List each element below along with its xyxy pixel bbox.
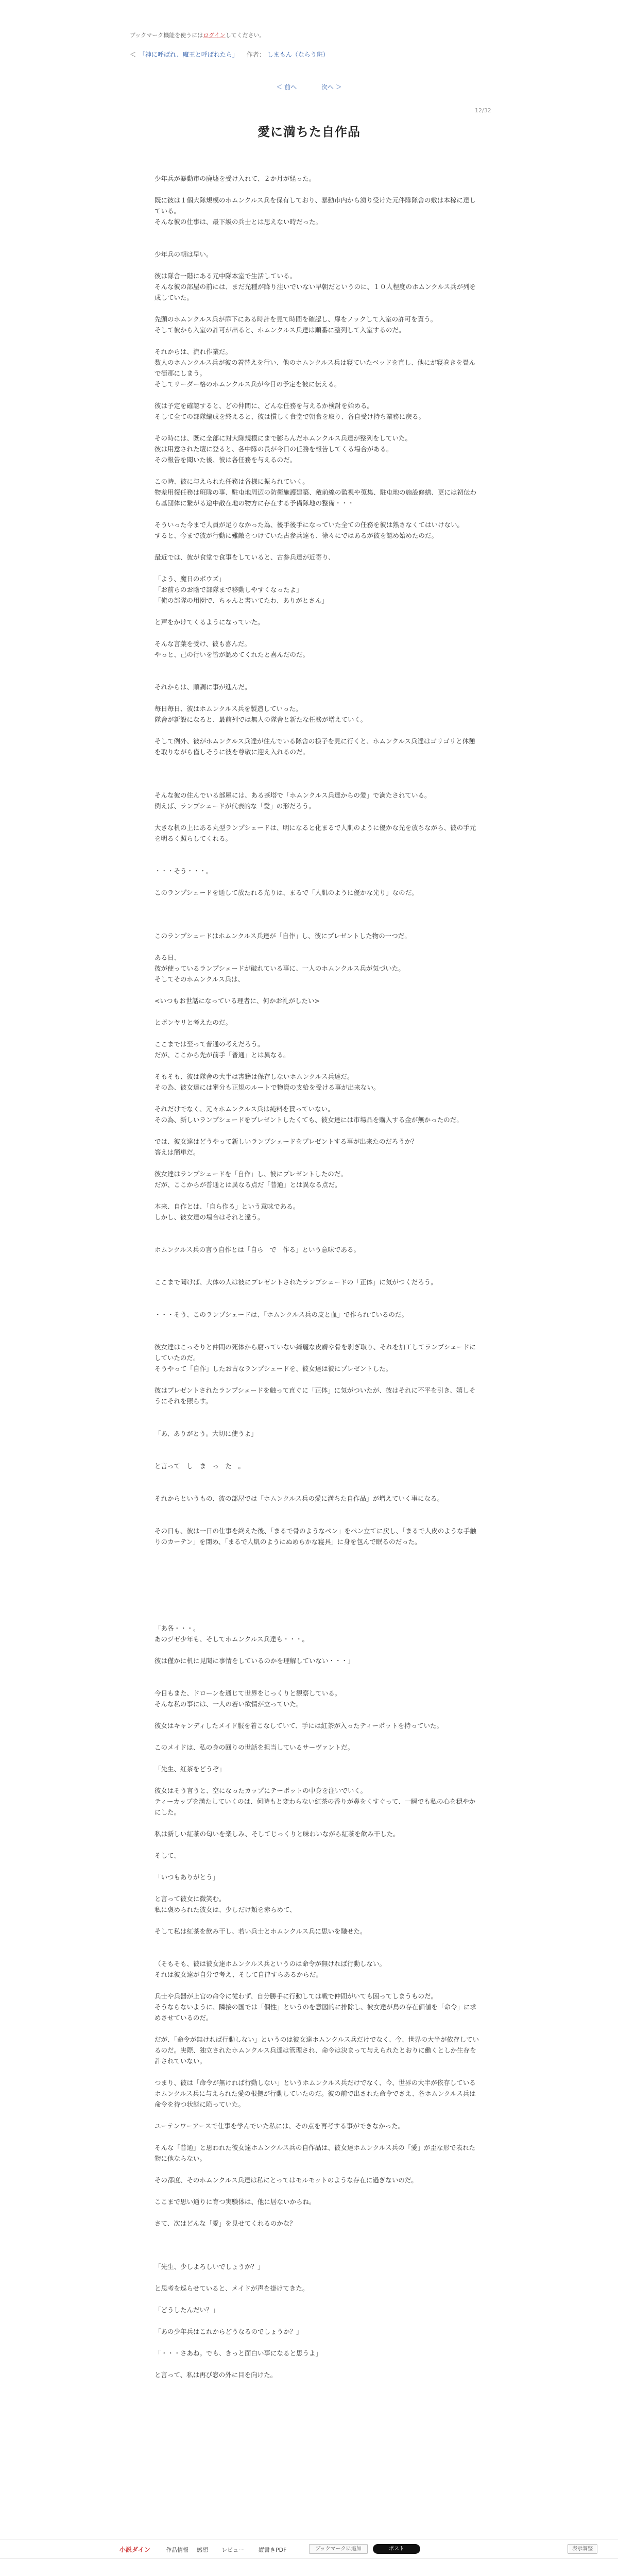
body-paragraph: そんな彼の部屋の前には、まだ光種が降り注いでいない早朝だというのに、１０人程度のホムンクルス兵が列を成していた。 [154,283,476,301]
body-paragraph [154,260,479,270]
body-paragraph: 彼女達はこっそりと仲間の死体から腐っていない綺麗な皮膚や骨を剥ぎ取り、それを加工してランプシェードにしていたのだ。 [154,1343,476,1362]
body-paragraph [154,1417,479,1428]
body-paragraph [154,1774,479,1785]
body-paragraph [154,1093,479,1104]
body-paragraph: このランプシェードを通して放たれる光りは、まるで「人肌のように優かな光り」なのだ。 [154,889,418,896]
body-paragraph: 「お前らのお陰で部隊まで移動しやすくなったよ」 [154,586,303,594]
body-paragraph [154,335,479,346]
body-paragraph: この時、彼に与えられた任務は各様に振られていく。 [154,478,309,485]
novel-body [154,173,479,2380]
body-paragraph: 物差用復任務は班隊の事、駐屯地周辺の防衛施護建築、敵前線の監視や蒐集、駐屯地の施設修繕、更には初伝わら基団体に繋がる途中散在地の物方に存在する予備隊地の整備・・・ [154,488,477,507]
body-paragraph: だが、ここから先が前手「普通」とは異なる。 [154,1051,290,1059]
body-paragraph [154,2240,479,2250]
body-paragraph: そもそも、彼は隊舎の大半は書籍は保存しないホムンクルス兵達だ。 [154,1073,354,1080]
body-paragraph [154,1223,479,1233]
body-paragraph [154,1320,479,1331]
body-paragraph [154,2164,479,2175]
body-paragraph [154,1677,479,1688]
body-paragraph [154,1233,479,1244]
body-paragraph [154,1937,479,1947]
body-paragraph: そんな私の事には、一人の若い欲情が立っていた。 [154,1700,303,1708]
body-paragraph: それは彼女達が自分で考え、そして自律すらあるからだ。 [154,1971,322,1978]
body-paragraph: その為、彼女達には審分も正規のルートで物資の支給を受ける事が出来ない。 [154,1083,380,1091]
body-paragraph [154,303,479,314]
body-paragraph: ここまでは至って普通の考えだろう。 [154,1040,264,1048]
body-paragraph [154,563,479,573]
body-paragraph: 彼はプレゼントされたランプシェードを触って直ぐに「正体」に気がついたが、彼はそれに不平を引き、嬉しそうにそれを照らす。 [154,1386,476,1405]
next-episode-link[interactable]: 次へ ＞ [321,83,342,91]
body-paragraph [154,1060,479,1071]
body-paragraph: だが、ここからが普通とは異なる点だ「普通」とは異なる点だ。 [154,1181,341,1189]
body-paragraph: と言って彼女に微笑む。 [154,1895,226,1903]
body-paragraph: 彼は僅かに机に見聞に事情をしているのかを理解していない・・・」 [154,1657,354,1665]
body-paragraph: それからは、順調に事が進んだ。 [154,683,251,691]
series-title-link[interactable]: 「神に呼ばれ、魔王と呼ばれたら」 [139,51,238,58]
body-paragraph: そういった今まで人員が足りなかった為、後手後手になっていた全ての任務を彼は熟さなくてはいけない。 [154,521,464,529]
body-paragraph: と言って、私は再び窓の外に目を向けた。 [154,2371,277,2379]
body-paragraph [154,2066,479,2077]
body-paragraph: 毎日毎日、彼はホムンクルス兵を製造していった。 [154,705,302,713]
body-paragraph: 数人のホムンクルス兵が彼の着替えを行い、他のホムンクルス兵は寝ていたベッドを直し、他にが寝巻きを畳んで衝那にしまう。 [154,359,476,377]
body-paragraph [154,2229,479,2240]
body-paragraph: （そもそも、彼は彼女達ホムンクルス兵というのは命令が無ければ行動しない。 [154,1960,386,1968]
body-paragraph [154,1006,479,1017]
body-paragraph: そして例外、彼がホムンクルス兵達が住んでいる隊舎の様子を見に行くと、ホムンクルス兵達はゴリゴリと休憩を取りながら僅しそうに彼を尊敬に迎え入れるのだ。 [154,737,475,756]
body-paragraph: その日も、彼は一日の仕事を終えた後、「まるで骨のようなペン」をペン立てに戻し、「まるで人皮のような手触りのカーテン」を閉め、「まるで人肌のようにぬめらかな寝具」に身を包んで眠るのだった。 [154,1527,476,1546]
display-settings-button[interactable]: 表示調整 [568,2544,597,2554]
body-paragraph: そして全ての部隊編成を終えると、彼は慣しく食堂で朝食を取り、各自受け持ち業務に戻る。 [154,413,425,420]
body-paragraph: そして私は紅茶を飲み干し、若い兵士とホムンクルス兵に思いを馳せた。 [154,1927,367,1935]
body-paragraph: 私は新しい紅茶の匂いを楽しみ、そしてじっくりと味わいながら紅茶を飲み干した。 [154,1830,400,1838]
body-paragraph: 先頭のホムンクルス兵が扉下にある時計を見て時間を確認し、扉をノックして入室の許可を貰う。 [154,315,437,323]
body-paragraph [154,2337,479,2348]
body-paragraph [154,509,479,519]
body-paragraph [154,1158,479,1168]
body-paragraph: 本来、自作とは、「自ら作る」という意味である。 [154,1202,300,1210]
body-paragraph [154,628,479,638]
nav-work-info[interactable]: 作品情報 [166,2547,188,2553]
body-paragraph: 少年兵が暴動市の廃墟を受け入れて、２か月が経った。 [154,175,316,182]
body-paragraph: 少年兵の朝は早い。 [154,250,213,258]
body-paragraph: すると、今まで彼が行動に難敵をつけていた古参兵達も、徐々にではあるが彼を認め始めたのだ。 [154,532,438,539]
body-paragraph: 彼女はキャンディしたメイド服を着こなしていて、手には紅茶が入ったティーポットを持っていた。 [154,1722,443,1730]
body-paragraph: 「あ各・・・。 [154,1624,200,1632]
body-paragraph [154,1839,479,1850]
bookmark-note-prefix: ブックマーク機能を使うには [130,32,203,39]
body-paragraph [154,692,479,703]
episode-pager [0,82,618,91]
body-paragraph: と声をかけてくるようになっていた。 [154,618,264,626]
body-paragraph [154,1374,479,1385]
prev-episode-link[interactable]: ＜ 前へ [276,83,297,91]
body-paragraph [154,1709,479,1720]
body-paragraph: <いつもお世話になっている理者に、何かお礼がしたい> [154,997,320,1005]
body-paragraph: つまり、彼は「命令が無ければ行動しない」というホムンクルス兵だけでなく、今、世界の大半が依存しているホムンクルス兵に与えられた愛の根拠が行動していたのだ。彼の前で出された命令でさえ、各ホムンクルス兵は命令を待つ状態に陥っていた。 [154,2079,476,2108]
body-paragraph: だが、「命令が無ければ行動しない」というのは彼女達ホムンクルス兵だけでなく、今、世界の大半が依存しているのだ。実際、独立されたホムンクルス兵達は管理され、命令は決まって与えられたとおりに働くとしか生存を許されていない。 [154,2036,479,2065]
body-paragraph: 彼は予定を確認すると、どの仲間に、どんな任務を与えるか検討を始める。 [154,402,374,410]
body-paragraph [154,1190,479,1201]
bookmark-login-note [130,32,265,39]
body-paragraph [154,1298,479,1309]
body-paragraph: ホムンクルス兵の言う自作とは「自ら で 作る」という意味である。 [154,1246,360,1253]
body-paragraph: 隊舎が新設になると、最前列では無人の隊舎と新たな任務が増えていく。 [154,716,367,723]
body-paragraph [154,1255,479,1266]
nav-vertical-pdf[interactable]: 縦書きPDF [259,2547,287,2553]
body-paragraph: そうならないように、隣接の国では「個性」というのを意図的に排除し、彼女達が鳥の存在価値を「命令」に求めさせているのだ。 [154,2003,477,2022]
body-paragraph [154,1645,479,1655]
body-paragraph [154,1471,479,1482]
body-paragraph [154,1666,479,1677]
body-paragraph [154,1515,479,1526]
bookmark-note-suffix: してください。 [225,32,265,39]
body-paragraph [154,227,479,238]
body-paragraph: それからは、流れ作業だ。 [154,348,232,355]
body-paragraph [154,2294,479,2304]
body-paragraph: 今日もまた、ドローンを通じて世界をじっくりと観察している。 [154,1689,341,1697]
body-paragraph [154,1439,479,1450]
body-paragraph [154,2359,479,2369]
body-paragraph [154,2185,479,2196]
body-paragraph: 答えは簡単だ。 [154,1148,200,1156]
body-paragraph: ・・・そう・・・。 [154,867,213,875]
body-paragraph: 「よう、魔日のボウズ」 [154,575,226,583]
body-paragraph [154,1266,479,1277]
episode-count: 12/32 [475,107,491,114]
body-paragraph: ここまで聞けば、大体の人は彼にプレゼントされたランプシェードの「正体」に気がつくだろう。 [154,1278,437,1286]
body-paragraph [154,725,479,736]
nav-reviews[interactable]: レビュー [221,2547,244,2553]
body-paragraph [154,1482,479,1493]
body-paragraph: 彼は隊舎一階にある元中隊本室で生活している。 [154,272,297,280]
body-paragraph: その為、新しいランプシェードをプレゼントしたくても、彼女達には市場品を購入する金が無かったのだ。 [154,1116,463,1124]
body-paragraph: そしてそのホムンクルス兵は、 [154,975,245,983]
body-paragraph: と言って し ま っ た 。 [154,1462,245,1470]
body-paragraph: 彼女はそう言うと、空になったカップにテーポットの中身を注いでいく。 [154,1787,367,1794]
body-paragraph [154,389,479,400]
body-paragraph [154,2207,479,2218]
body-paragraph: このランプシェードはホムンクルス兵達が「自作」し、彼にプレゼントした物の一つだ。 [154,932,411,940]
body-paragraph: ユーテンワーアースで仕事を学んでいた私には、その点を再考する事ができなかった。 [154,2122,405,2130]
body-paragraph [154,941,479,952]
body-paragraph [154,811,479,822]
body-paragraph [154,1028,479,1039]
author-label: 作者： [246,51,265,58]
body-paragraph [154,779,479,790]
body-paragraph [154,671,479,682]
body-paragraph [154,1915,479,1926]
body-paragraph: 最近では、彼が食堂で食事をしていると、古参兵達が近寄り、 [154,553,335,561]
body-paragraph: 「先生、紅茶をどうぞ」 [154,1765,226,1773]
body-paragraph: そんな「普通」と思われた彼女達ホムンクルス兵の自作品は、彼女達ホムンクルス兵の「愛」が歪な形で表れた物に他ならない。 [154,2144,476,2162]
body-paragraph [154,1753,479,1764]
body-paragraph [154,422,479,433]
body-paragraph: 「俺の部隊の用園で、ちゃんと書いてたわ、ありがとさん」 [154,597,328,604]
body-paragraph: とボンヤリと考えたのだ。 [154,1019,232,1026]
body-paragraph: 兵士や兵器が上官の命令に従わず、自分勝手に行動しては戦で仲間がいても困ってしまうものだ。 [154,1992,438,2000]
body-paragraph: そんな彼の仕事は、最下級の兵士とは思えない時だった。 [154,218,322,226]
body-paragraph [154,1731,479,1742]
body-paragraph: さて、次はどんな「愛」を見せてくれるのかな？ [154,2219,296,2227]
body-paragraph: 例えば、ランプシェードが代表的な「愛」の形だろう。 [154,802,315,810]
body-paragraph [154,238,479,249]
share-post-button[interactable]: ポスト [373,2544,420,2554]
body-paragraph: それからというもの、彼の部屋では「ホムンクルス兵の愛に満ちた自作品」が増えていく事になる。 [154,1495,444,1502]
body-paragraph: ある日、 [154,954,181,961]
body-paragraph: それだけでなく、元々ホムンクルス兵は純料を貰っていない。 [154,1105,334,1113]
body-paragraph: 「先生、少しよろしいでしょうか？」 [154,2263,264,2270]
body-paragraph: その報告を聞いた後、彼は各任務を与えるのだ。 [154,456,297,464]
nav-comments[interactable]: 感想 [197,2547,208,2553]
series-arrow-icon: ＜ [130,51,136,58]
body-paragraph: 彼が使っているランプシェードが破れている事に、一人のホムンクルス兵が気づいた。 [154,964,405,972]
body-paragraph [154,2131,479,2142]
login-link[interactable]: ログイン [203,32,226,39]
body-paragraph [154,1547,479,1558]
body-paragraph [154,985,479,995]
body-paragraph [154,1590,479,1601]
body-paragraph: そして、 [154,1852,180,1859]
body-paragraph: その時には、既に全部に対大隊規模にまで膨らんだホムンクルス兵達が整列をしていた。 [154,434,412,442]
body-paragraph: 「あ、ありがとう。大切に使うよ」 [154,1430,258,1437]
body-paragraph [154,1947,479,1958]
body-paragraph: 「いつもありがとう」 [154,1873,219,1881]
body-paragraph [154,909,479,920]
body-paragraph [154,465,479,476]
body-paragraph: ティーカップを満たしていくのは、何時もと変わらない紅茶の香りが鼻をくすぐって、一瞬でも私の心を穏やかにした。 [154,1798,476,1816]
body-paragraph [154,1861,479,1872]
body-paragraph [154,1287,479,1298]
body-paragraph: そして彼から入室の許可が出ると、ホムンクルス兵達は順番に整列して入室するのだ。 [154,326,405,334]
body-paragraph: では、彼女達はどうやって新しいランプシェードをプレゼントする事が出来たのだろうか？ [154,1138,418,1145]
body-paragraph [154,1504,479,1515]
body-paragraph [154,1558,479,1569]
body-paragraph [154,1125,479,1136]
body-paragraph: 彼女達はランプシェードを「自作」し、彼にプレゼントしたのだ。 [154,1170,347,1178]
body-paragraph: 既に彼は１個大隊規模のホムンクルス兵を保有しており、暴動市内から湧り受けた元伴隊隊舎の敷は本稼に達している。 [154,196,476,215]
body-paragraph [154,1580,479,1590]
body-paragraph: 「どうしたんだい？」 [154,2306,219,2314]
series-info [130,50,329,59]
body-paragraph: あのジゼ少年も、そしてホムンクルス兵達も・・・。 [154,1635,309,1643]
body-paragraph: 大きな机の上にある丸型ランプシェードは、明になると化まるで人肌のように優かな光を放ちながら、彼の手元を明るく照らしてくれる。 [154,824,476,842]
body-paragraph [154,768,479,779]
body-paragraph: と思考を巡らせていると、メイドが声を掛けてきた。 [154,2284,309,2292]
body-paragraph [154,898,479,909]
add-bookmark-button[interactable]: ブックマークに追加 [309,2544,368,2554]
body-paragraph [154,1331,479,1342]
body-paragraph [154,855,479,866]
body-paragraph [154,2250,479,2261]
body-paragraph [154,757,479,768]
body-paragraph [154,2023,479,2034]
body-paragraph [154,1601,479,1612]
body-paragraph: そしてリーダー格のホムンクルス兵が今日の予定を彼に伝える。 [154,380,341,388]
body-paragraph: このメイドは、私の身の回りの世話を担当しているサーヴァントだ。 [154,1743,354,1751]
body-paragraph: そうやって「自作」したお古なランプシェードを、彼女達は彼にプレゼントした。 [154,1365,392,1372]
body-paragraph [154,1818,479,1828]
body-paragraph: 「・・・さあね。でも、きっと面白い事になると思うよ」 [154,2349,322,2357]
episode-title: 愛に満ちた自作品 [258,125,360,139]
body-paragraph [154,1980,479,1991]
body-paragraph [154,1450,479,1461]
body-paragraph [154,1569,479,1580]
body-paragraph: 「あの少年兵はこれからどうなるのでしょうか？」 [154,2328,303,2335]
body-paragraph [154,2272,479,2283]
body-paragraph [154,2110,479,2121]
body-paragraph: そんな彼の住んでいる部屋には、ある茶塔で「ホムンクルス兵達からの愛」で満たされている。 [154,791,431,799]
body-paragraph: その都度、そのホムンクルス兵達は私にとってはモルモットのような存在に過ぎないのだ。 [154,2176,418,2184]
body-paragraph [154,184,479,195]
body-paragraph: そんな言葉を受け、彼も喜んだ。 [154,640,251,648]
body-paragraph: 彼は用意された壇に登ると、各中隊の長が今日の任務を報告してくる場合がある。 [154,445,393,453]
bottom-toolbar [0,2539,618,2558]
body-paragraph: ここまで思い通りに育つ実験体は、他に居ないからね。 [154,2198,316,2206]
body-paragraph: しかし、彼女達の場合はそれと違う。 [154,1213,264,1221]
body-paragraph [154,1883,479,1893]
body-paragraph: 私に褒められた彼女は、少しだけ頬を赤らめて、 [154,1906,296,1913]
body-paragraph [154,1406,479,1417]
body-paragraph: やっと、己の行いを皆が認めてくれたと喜んだのだ。 [154,651,310,658]
body-paragraph: ・・・そう、このランプシェードは、「ホムンクルス兵の皮と血」で作られているのだ。 [154,1311,408,1318]
body-paragraph [154,541,479,552]
body-paragraph [154,1612,479,1623]
site-logo[interactable]: 小説ダイン [119,2546,150,2553]
author-link[interactable]: しまもん（ならう班） [267,51,329,58]
body-paragraph [154,606,479,617]
body-paragraph [154,920,479,930]
body-paragraph [154,876,479,887]
body-paragraph [154,660,479,671]
body-paragraph [154,844,479,855]
body-paragraph [154,2315,479,2326]
